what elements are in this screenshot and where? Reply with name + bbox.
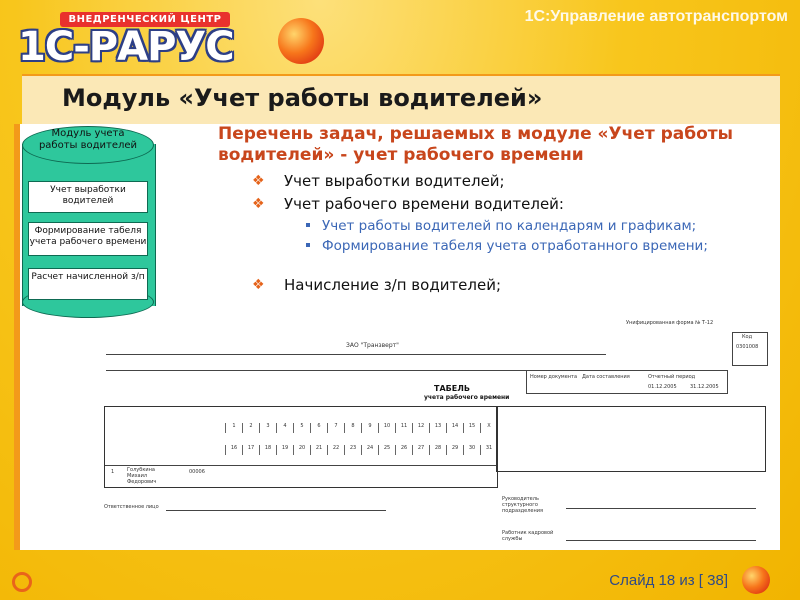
form-header-note: Унифицированная форма № Т-12 bbox=[626, 320, 714, 326]
day-cell: 4 bbox=[276, 423, 293, 433]
day-cell: 19 bbox=[276, 445, 293, 455]
form-employee-name: Голубкина Михаил Федорович bbox=[127, 467, 157, 485]
form-signature-hr: Работник кадровой службы bbox=[502, 530, 554, 542]
bullet-text: Учет выработки водителей; bbox=[284, 172, 505, 190]
form-employee-number: 00006 bbox=[189, 469, 205, 475]
company-logo bbox=[8, 10, 268, 76]
day-cell: 28 bbox=[429, 445, 446, 455]
day-cell: 20 bbox=[293, 445, 310, 455]
day-cell: 6 bbox=[310, 423, 327, 433]
days-row-second-half bbox=[225, 445, 497, 455]
day-cell: 18 bbox=[259, 445, 276, 455]
timesheet-form-image bbox=[96, 318, 768, 544]
form-docdate-label: Дата составления bbox=[582, 374, 630, 380]
diagram-box-timesheet: Формирование табеля учета рабочего времени bbox=[28, 222, 148, 256]
day-cell: 5 bbox=[293, 423, 310, 433]
form-code-label: Код bbox=[742, 334, 753, 340]
form-line bbox=[566, 508, 756, 509]
form-title: ТАБЕЛЬ bbox=[434, 384, 470, 393]
day-cell: 1 bbox=[225, 423, 242, 433]
form-totals-grid bbox=[496, 406, 766, 472]
day-cell: 31 bbox=[480, 445, 497, 455]
ring-decor-icon bbox=[12, 572, 32, 592]
days-row-first-half bbox=[225, 423, 497, 433]
logo-wordmark: 1С-РАРУС bbox=[18, 24, 234, 70]
day-cell: 24 bbox=[361, 445, 378, 455]
orange-sphere-icon bbox=[278, 18, 324, 64]
day-cell: 12 bbox=[412, 423, 429, 433]
form-line bbox=[166, 510, 386, 511]
section-subheading: Перечень задач, решаемых в модуле «Учет работы водителей» - учет рабочего времени bbox=[218, 124, 734, 165]
day-cell: 22 bbox=[327, 445, 344, 455]
orange-sphere-icon bbox=[742, 566, 770, 594]
form-org: ЗАО "Транзверт" bbox=[346, 342, 399, 349]
panel-side-stripe bbox=[14, 124, 20, 550]
form-line bbox=[106, 354, 606, 355]
diamond-bullet-icon: ❖ bbox=[252, 277, 265, 293]
form-line bbox=[105, 465, 497, 466]
diamond-bullet-icon: ❖ bbox=[252, 196, 265, 212]
day-cell: 7 bbox=[327, 423, 344, 433]
square-bullet-icon bbox=[306, 243, 310, 247]
day-cell: 14 bbox=[446, 423, 463, 433]
module-cylinder-diagram bbox=[22, 126, 154, 316]
form-docnum-label: Номер документа bbox=[530, 374, 578, 380]
day-cell: 8 bbox=[344, 423, 361, 433]
day-cell: 27 bbox=[412, 445, 429, 455]
form-period-to: 31.12.2005 bbox=[690, 384, 719, 390]
day-cell: 11 bbox=[395, 423, 412, 433]
cylinder-title: Модуль учета работы водителей bbox=[38, 128, 138, 151]
day-cell: 2 bbox=[242, 423, 259, 433]
slide-counter: Слайд 18 из [ 38] bbox=[609, 572, 728, 589]
day-cell: 10 bbox=[378, 423, 395, 433]
diagram-box-output: Учет выработки водителей bbox=[28, 181, 148, 213]
subbullet-text: Учет работы водителей по календарям и графикам; bbox=[322, 218, 697, 234]
form-signature-responsible: Ответственное лицо bbox=[104, 504, 159, 510]
form-subtitle: учета рабочего времени bbox=[424, 394, 510, 401]
form-row-number: 1 bbox=[111, 469, 115, 475]
day-cell: 23 bbox=[344, 445, 361, 455]
day-cell: 16 bbox=[225, 445, 242, 455]
form-day-grid bbox=[104, 406, 498, 488]
logo-tagline: ВНЕДРЕНЧЕСКИЙ ЦЕНТР bbox=[60, 12, 230, 27]
diagram-box-salary: Расчет начисленной з/п bbox=[28, 268, 148, 300]
page-title: Модуль «Учет работы водителей» bbox=[62, 84, 543, 112]
day-cell: 25 bbox=[378, 445, 395, 455]
form-period-label: Отчетный период bbox=[648, 374, 696, 380]
day-cell: 21 bbox=[310, 445, 327, 455]
day-cell: X bbox=[480, 423, 497, 433]
day-cell: 3 bbox=[259, 423, 276, 433]
form-okud: 0301008 bbox=[736, 344, 759, 350]
square-bullet-icon bbox=[306, 223, 310, 227]
day-cell: 17 bbox=[242, 445, 259, 455]
diamond-bullet-icon: ❖ bbox=[252, 173, 265, 189]
bullet-text: Начисление з/п водителей; bbox=[284, 276, 502, 294]
day-cell: 30 bbox=[463, 445, 480, 455]
app-title: 1С:Управление автотранспортом bbox=[524, 8, 788, 25]
form-signature-head: Руководитель структурного подразделения bbox=[502, 496, 544, 514]
bullet-text: Учет рабочего времени водителей: bbox=[284, 195, 564, 213]
day-cell: 13 bbox=[429, 423, 446, 433]
form-period-from: 01.12.2005 bbox=[648, 384, 677, 390]
day-cell: 15 bbox=[463, 423, 480, 433]
day-cell: 29 bbox=[446, 445, 463, 455]
day-cell: 26 bbox=[395, 445, 412, 455]
day-cell: 9 bbox=[361, 423, 378, 433]
form-line bbox=[566, 540, 756, 541]
subbullet-text: Формирование табеля учета отработанного времени; bbox=[322, 238, 708, 254]
